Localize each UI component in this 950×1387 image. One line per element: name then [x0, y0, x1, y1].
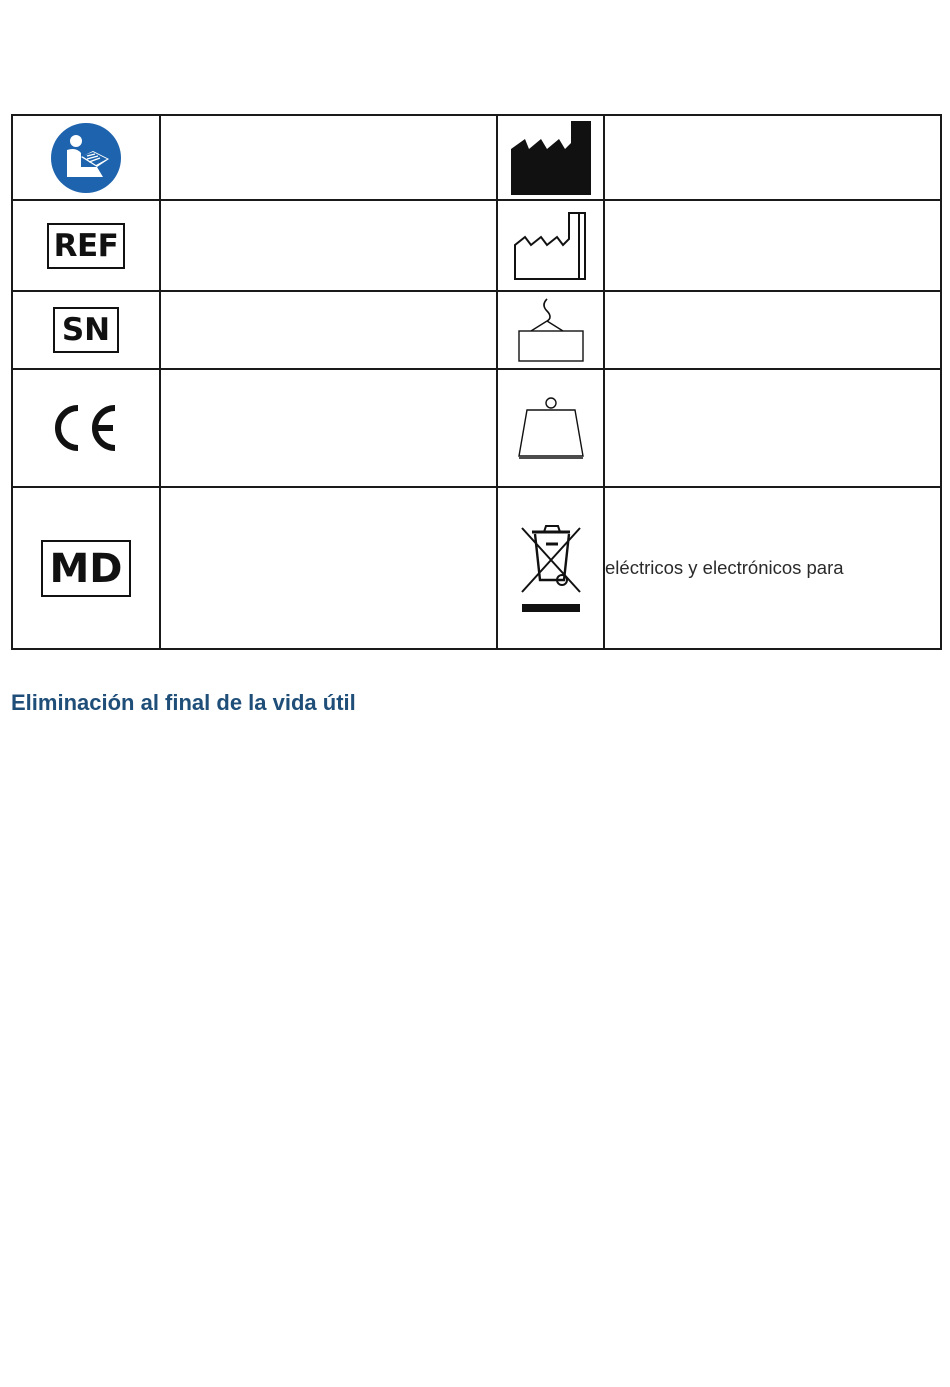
symbol-description [160, 487, 497, 649]
symbol-cell [12, 369, 160, 487]
weight-icon [517, 396, 585, 460]
symbol-cell [497, 115, 604, 200]
weee-crossed-bin-icon [518, 520, 584, 616]
medical-device-icon: MD [41, 540, 130, 597]
symbol-description [160, 115, 497, 200]
symbols-table [11, 114, 942, 650]
table-row [12, 369, 941, 487]
table-row [12, 200, 941, 291]
symbol-cell [497, 487, 604, 649]
ref-catalogue-icon: REF [47, 223, 126, 269]
manufacturer-icon [511, 121, 591, 195]
symbol-description [160, 369, 497, 487]
symbol-description [604, 115, 941, 200]
symbol-cell [12, 115, 160, 200]
ce-mark-icon [53, 404, 119, 452]
section-heading: Eliminación al final de la vida útil [11, 690, 356, 715]
symbol-description [160, 200, 497, 291]
symbol-cell [497, 291, 604, 369]
symbol-description [160, 291, 497, 369]
table-row [12, 487, 941, 649]
serial-number-icon: SN [53, 307, 119, 353]
symbol-cell [12, 291, 160, 369]
table-row [12, 291, 941, 369]
symbol-description [604, 369, 941, 487]
symbol-description: eléctricos y electrónicos para [604, 487, 941, 649]
lifting-point-icon [517, 297, 585, 363]
symbol-cell [497, 369, 604, 487]
symbol-cell [12, 200, 160, 291]
symbol-cell [12, 487, 160, 649]
date-of-manufacture-icon [513, 211, 589, 281]
symbol-cell [497, 200, 604, 291]
symbol-description [604, 200, 941, 291]
consult-instructions-icon [51, 123, 121, 193]
table-row [12, 115, 941, 200]
symbol-description [604, 291, 941, 369]
